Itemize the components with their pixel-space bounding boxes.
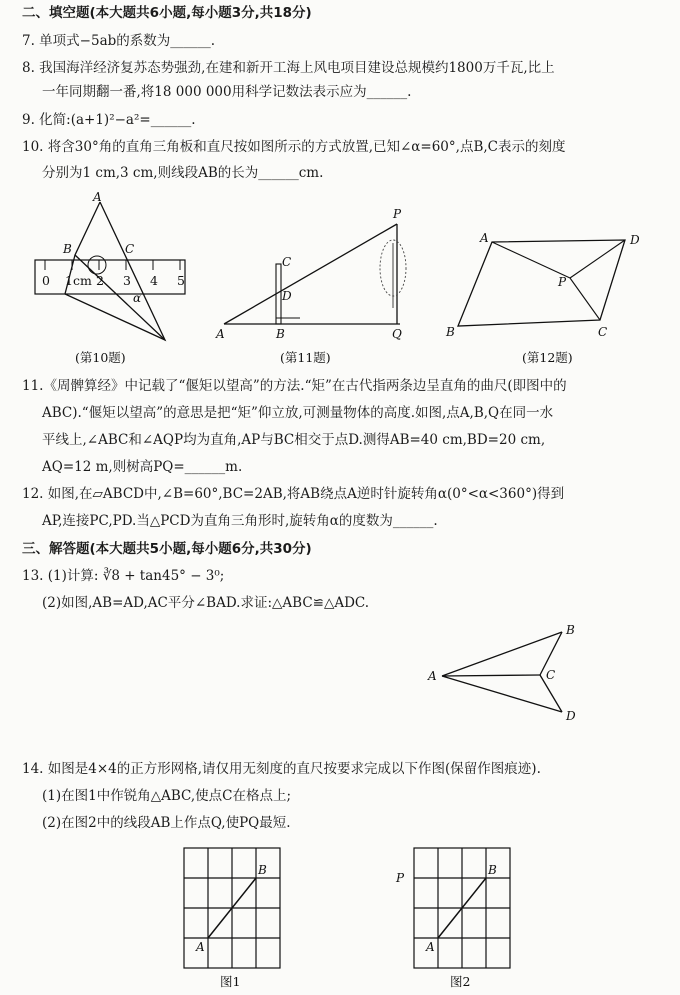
question-12-line1: 12. 如图,在▱ABCD中,∠B=60°,BC=2AB,将AB绕点A逆时针旋转角α(0°<α<360°)得到 bbox=[22, 486, 565, 502]
section3-heading: 三、解答题(本大题共5小题,每小题6分,共30分) bbox=[22, 541, 312, 557]
fig14a-label-a: A bbox=[196, 940, 205, 954]
fig11-label-b: B bbox=[276, 327, 285, 341]
question-11-line1: 11.《周髀算经》中记载了“偃矩以望高”的方法.“矩”在古代指两条边呈直角的曲尺(即图中的 bbox=[22, 378, 567, 394]
question-13-part2: (2)如图,AB=AD,AC平分∠BAD.求证:△ABC≌△ADC. bbox=[42, 595, 370, 611]
fig10-caption: (第10题) bbox=[75, 350, 126, 365]
question-10-line2: 分别为1 cm,3 cm,则线段AB的长为______cm. bbox=[42, 165, 324, 181]
fig14b-label-b: B bbox=[488, 863, 497, 877]
fig14b-label-a: A bbox=[426, 940, 435, 954]
fig10-tick-3: 3 bbox=[123, 273, 131, 288]
section2-heading: 二、填空题(本大题共6小题,每小题3分,共18分) bbox=[22, 5, 312, 21]
fig10-tick-2: 2 bbox=[96, 273, 104, 288]
fig11-label-q: Q bbox=[392, 327, 402, 341]
fig13-label-b: B bbox=[566, 623, 575, 637]
fig10-label-alpha: α bbox=[133, 291, 142, 305]
fig13-label-c: C bbox=[546, 668, 556, 682]
fig12-label-a: A bbox=[480, 231, 489, 245]
question-8-line1: 8. 我国海洋经济复苏态势强劲,在建和新开工海上风电项目建设总规模约1800万千瓦,比上 bbox=[22, 60, 555, 76]
fig10-tick-1: 1cm bbox=[65, 273, 92, 288]
fig12-caption: (第12题) bbox=[522, 350, 573, 365]
question-9: 9. 化简:(a+1)²−a²=______. bbox=[22, 112, 196, 128]
fig10-label-a: A bbox=[93, 190, 102, 204]
question-14-line1: 14. 如图是4×4的正方形网格,请仅用无刻度的直尺按要求完成以下作图(保留作图痕迹). bbox=[22, 761, 541, 777]
figure-10 bbox=[25, 190, 215, 370]
fig11-label-p: P bbox=[393, 207, 402, 221]
fig14b-caption: 图2 bbox=[450, 974, 471, 988]
fig10-tick-0: 0 bbox=[42, 273, 50, 288]
fig12-label-d: D bbox=[630, 233, 640, 247]
question-10-line1: 10. 将含30°角的直角三角板和直尺按如图所示的方式放置,已知∠α=60°,点B,C表示的刻度 bbox=[22, 139, 566, 155]
fig10-tick-5: 5 bbox=[177, 273, 185, 288]
fig11-label-a: A bbox=[216, 327, 225, 341]
fig13-label-a: A bbox=[428, 669, 437, 683]
fig11-label-d: D bbox=[282, 289, 292, 303]
question-11-line4: AQ=12 m,则树高PQ=______m. bbox=[42, 459, 243, 475]
fig10-tick-4: 4 bbox=[150, 273, 158, 288]
fig13-label-d: D bbox=[566, 709, 576, 723]
question-11-line3: 平线上,∠ABC和∠AQP均为直角,AP与BC相交于点D.测得AB=40 cm,BD=20 cm, bbox=[42, 432, 546, 448]
fig14a-label-b: B bbox=[258, 863, 267, 877]
fig14a-caption: 图1 bbox=[220, 974, 241, 988]
question-11-line2: ABC).“偃矩以望高”的意思是把“矩”仰立放,可测量物体的高度.如图,点A,B,Q在同一水 bbox=[42, 405, 554, 421]
fig10-label-c: C bbox=[125, 242, 135, 256]
fig10-label-b: B bbox=[63, 242, 72, 256]
question-12-line2: AP,连接PC,PD.当△PCD为直角三角形时,旋转角α的度数为______. bbox=[42, 513, 438, 529]
fig12-label-p: P bbox=[558, 275, 567, 289]
figure-14-2 bbox=[392, 838, 522, 988]
question-14-part2: (2)在图2中的线段AB上作点Q,使PQ最短. bbox=[42, 815, 291, 831]
question-7: 7. 单项式−5ab的系数为______. bbox=[22, 33, 216, 49]
figure-12 bbox=[440, 228, 650, 370]
fig12-label-b: B bbox=[446, 325, 455, 339]
fig11-label-c: C bbox=[282, 255, 292, 269]
question-14-part1: (1)在图1中作锐角△ABC,使点C在格点上; bbox=[42, 788, 292, 804]
fig14b-label-p: P bbox=[396, 871, 405, 885]
fig12-label-c: C bbox=[598, 325, 608, 339]
question-13-part1: 13. (1)计算: ∛8 + tan45° − 3⁰; bbox=[22, 568, 225, 584]
fig11-caption: (第11题) bbox=[280, 350, 331, 365]
figure-13 bbox=[420, 620, 590, 730]
question-8-line2: 一年同期翻一番,将18 000 000用科学记数法表示应为______. bbox=[42, 84, 412, 100]
figure-14-1 bbox=[172, 838, 292, 988]
figure-11 bbox=[212, 198, 422, 370]
